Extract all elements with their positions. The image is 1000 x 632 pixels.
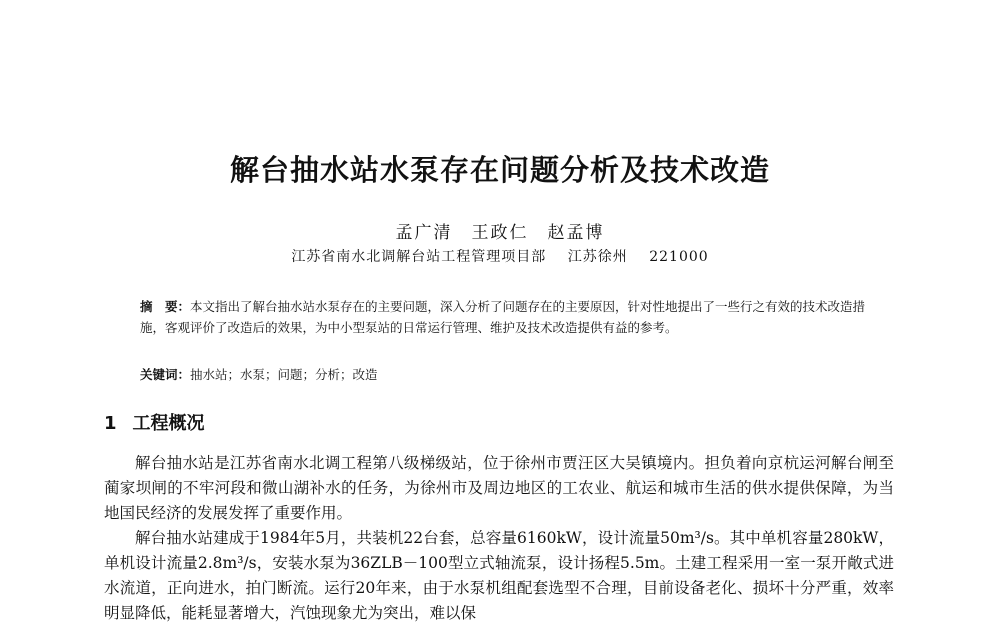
keywords-label: 关键词： [140, 367, 191, 382]
abstract [140, 296, 870, 338]
keywords-text: 抽水站；水泵；问题；分析；改造 [190, 367, 378, 382]
section-title: 工程概况 [132, 413, 205, 434]
affiliation-zip: 221000 [649, 249, 709, 265]
body-paragraph: 解台抽水站建成于1984年5月，共装机22台套，总容量6160kW，设计流量50m³/s。其中单机容量280kW，单机设计流量2.8m³/s，安装水泵为36ZLB－100型立式轴流泵，设计扬程5.5m。土建工程采用一室一泵开敞式进水流道，正向进水，拍门断流。运行20年来，由于水泵机组配套选型不合理，目前设备老化、损坏十分严重，效率明显降低，能耗显著增大，汽蚀现象尤为突出，难以保 [104, 529, 894, 622]
paper-authors: 孟广清 王政仁 赵孟博 [395, 223, 605, 243]
abstract-label: 摘 要： [140, 299, 191, 314]
section-heading [104, 409, 205, 435]
abstract-text: 本文指出了解台抽水站水泵存在的主要问题，深入分析了问题存在的主要原因，针对性地提出了一些行之有效的技术改造措施，客观评价了改造后的效果，为中小型泵站的日常运行管理、维护及技术改造提供有益的参考。 [140, 299, 866, 335]
body-paragraph: 解台抽水站是江苏省南水北调工程第八级梯级站，位于徐州市贾汪区大吴镇境内。担负着向京杭运河解台闸至蔺家坝闸的不牢河段和微山湖补水的任务，为徐州市及周边地区的工农业、航运和城市生活的供水提供保障，为当地国民经济的发展发挥了重要作用。 [104, 454, 894, 522]
paper-title: 解台抽水站水泵存在问题分析及技术改造 [229, 153, 770, 187]
affiliation-city: 江苏徐州 [567, 249, 628, 265]
author-affiliation [0, 246, 1000, 266]
affiliation-org: 江苏省南水北调解台站工程管理项目部 [291, 249, 547, 265]
section-number: 1 [104, 413, 117, 434]
keywords [140, 365, 870, 383]
